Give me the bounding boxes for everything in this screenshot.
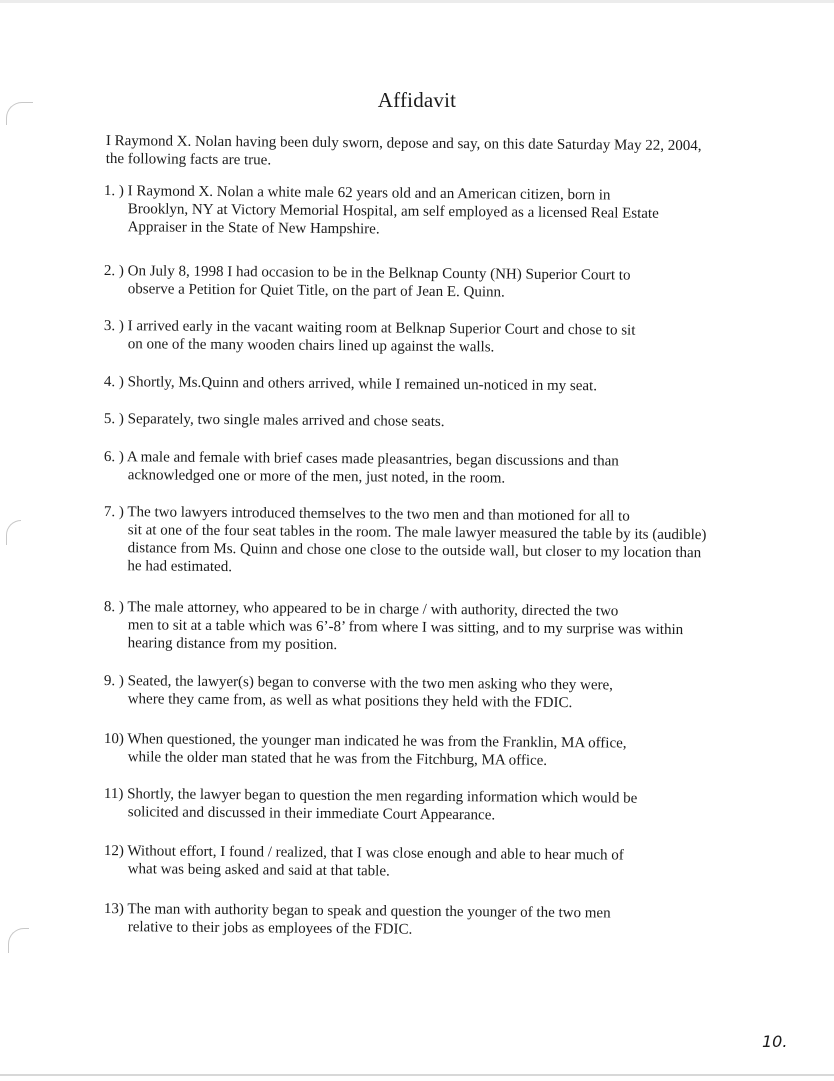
affidavit-item — [103, 503, 714, 580]
page-number: 10. — [762, 1032, 788, 1051]
affidavit-item — [104, 317, 714, 358]
item-text: Shortly, the lawyer began to question the men regarding information which would be — [127, 786, 638, 807]
item-text: Separately, two single males arrived and chose seats. — [127, 411, 445, 430]
item-number: 6. ) — [103, 448, 124, 466]
item-number: 12) — [103, 842, 124, 860]
affidavit-item — [104, 730, 714, 771]
item-text: Seated, the lawyer(s) began to converse with the two men asking who they were, — [127, 673, 614, 694]
intro-paragraph: I Raymond X. Nolan having been duly sworn, depose and say, on this date Saturday May 22, 2004, the following facts are true. — [105, 132, 702, 169]
scan-edge-top — [0, 0, 834, 3]
affidavit-item — [104, 900, 714, 941]
item-text-continued: solicited and discussed in their immediate Court Appearance. — [127, 804, 496, 824]
item-text: A male and female with brief cases made pleasantries, began discussions and than — [126, 449, 619, 470]
item-text-continued: acknowledged one or more of the men, just noted, in the room. — [127, 467, 506, 487]
affidavit-item — [104, 373, 714, 396]
item-text: On July 8, 1998 I had occasion to be in the Belknap County (NH) Superior Court to — [127, 263, 631, 284]
affidavit-item — [104, 785, 714, 826]
item-text-continued: Brooklyn, NY at Victory Memorial Hospital, am self employed as a licensed Real Estate Appraiser in the State of New Hampshire. — [127, 201, 659, 238]
affidavit-item — [104, 448, 714, 489]
affidavit-item — [104, 672, 714, 713]
item-text-continued: relative to their jobs as employees of the FDIC. — [127, 919, 413, 938]
affidavit-item — [104, 842, 714, 883]
item-text-continued: on one of the many wooden chairs lined up against the walls. — [127, 336, 495, 356]
affidavit-item — [104, 182, 714, 241]
item-text: The two lawyers introduced themselves to the two men and than motioned for all to — [127, 504, 630, 525]
affidavit-item — [104, 262, 714, 303]
item-number: 5. ) — [103, 410, 124, 428]
scan-mark — [8, 928, 29, 953]
item-number: 9. ) — [103, 672, 124, 690]
item-number: 7. ) — [103, 503, 124, 521]
item-number: 8. ) — [103, 598, 124, 616]
item-number: 1. ) — [103, 182, 124, 200]
item-text: I Raymond X. Nolan a white male 62 years old and an American citizen, born in — [127, 183, 611, 204]
item-text-continued: while the older man stated that he was from the Fitchburg, MA office. — [127, 749, 548, 769]
item-text-continued: where they came from, as well as what positions they held with the FDIC. — [127, 691, 573, 712]
item-number: 2. ) — [103, 262, 124, 280]
item-number: 4. ) — [103, 373, 124, 391]
item-text: I arrived early in the vacant waiting room at Belknap Superior Court and chose to sit — [127, 318, 636, 339]
item-number: 11) — [103, 785, 124, 803]
item-text-continued: sit at one of the four seat tables in the room. The male lawyer measured the table by its (audible) distance from Ms. Quinn and chose one close to the outside wall, but closer to my location than he had estimated. — [127, 522, 707, 576]
item-text-continued: men to sit at a table which was 6’-8’ from where I was sitting, and to my surprise was within hearing distance from my position. — [127, 617, 684, 654]
item-number: 10) — [103, 730, 124, 748]
item-text: Shortly, Ms.Quinn and others arrived, while I remained un-noticed in my seat. — [127, 374, 598, 395]
item-text: Without effort, I found / realized, that I was close enough and able to hear much of — [127, 843, 624, 864]
affidavit-item — [104, 598, 714, 657]
scan-mark — [6, 520, 21, 545]
item-text: When questioned, the younger man indicated he was from the Franklin, MA office, — [127, 731, 627, 752]
document-title: Affidavit — [377, 88, 457, 112]
scan-edge-bottom — [0, 1074, 834, 1076]
affidavit-item — [104, 410, 714, 433]
item-number: 13) — [103, 900, 124, 918]
item-text-continued: observe a Petition for Quiet Title, on the part of Jean E. Quinn. — [127, 281, 505, 301]
item-number: 3. ) — [103, 317, 124, 335]
item-text: The male attorney, who appeared to be in charge / with authority, directed the two — [127, 599, 619, 620]
item-text: The man with authority began to speak and question the younger of the two men — [127, 901, 611, 922]
item-text-continued: what was being asked and said at that table. — [127, 861, 390, 880]
